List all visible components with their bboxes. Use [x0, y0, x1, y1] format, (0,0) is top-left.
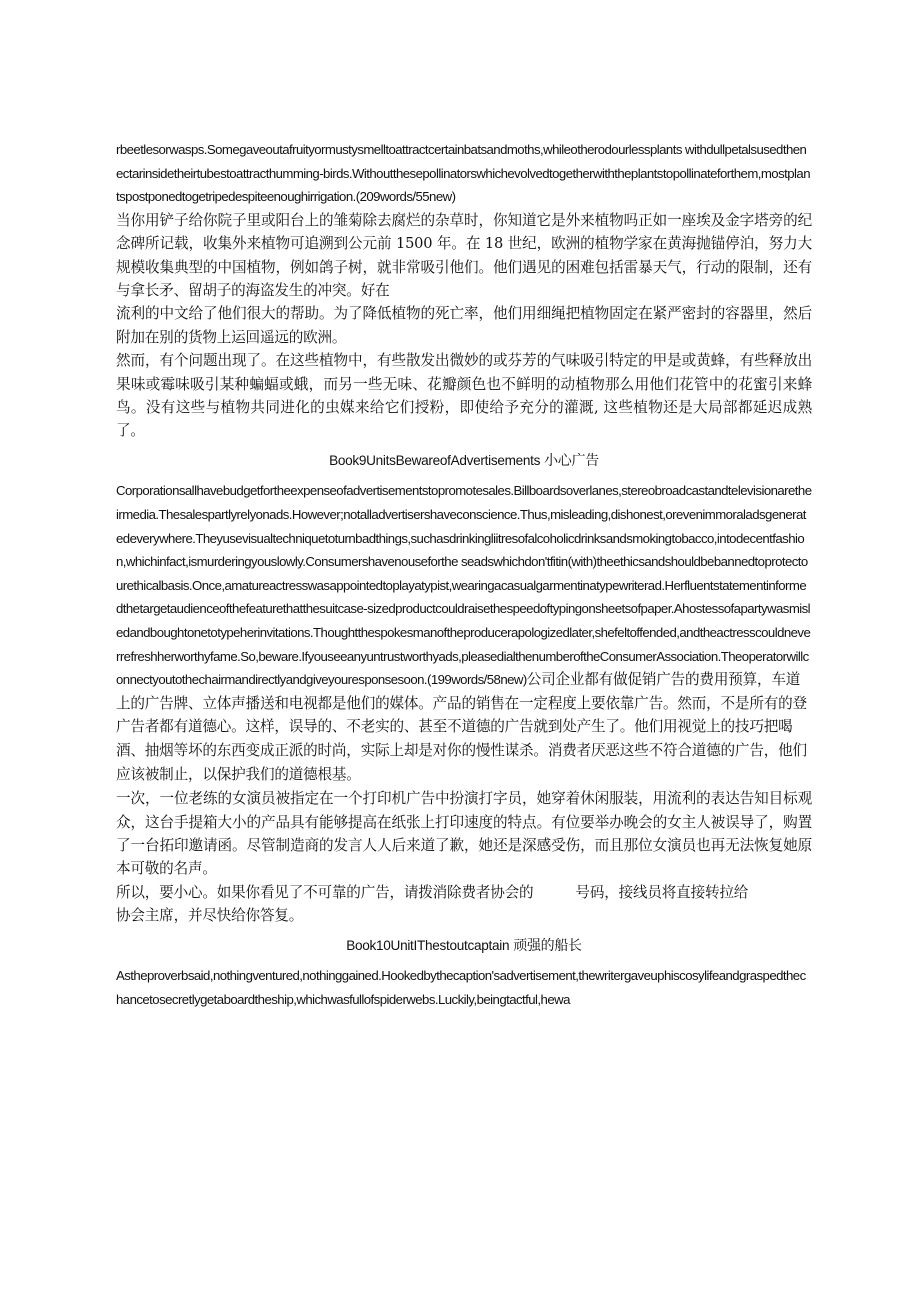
heading-english: Book9UnitsBewareofAdvertisements: [329, 452, 541, 468]
advertisements-chinese-3b: 号码，接线员将直接转拉给: [575, 883, 749, 901]
document-page: [116, 138, 812, 1011]
advertisements-chinese-paragraph-2: 一次，一位老练的女演员被指定在一个打印机广告中扮演打字员，她穿着休闲服装，用流利的表达告知目标观众，这台手提箱大小的产品具有能够提高在纸张上打印速度的特点。有位要举办晚会的女主人被误导了，购置了一台拓印邀请函。尽管制造商的发言人人后来道了歉，她还是深感受伤，而且那位女演员也再无法恢复她原本可敬的名声。: [116, 790, 812, 878]
heading-english-2: Book10UnitIThestoutcaptain: [346, 937, 510, 953]
heading-chinese: 小心广告: [544, 452, 599, 469]
advertisements-chinese-paragraph-3: [116, 881, 812, 904]
pollination-english-tail: rbeetlesorwasps.Somegaveoutafruityormustysmelltoattractcertainbatsandmoths,whileotherodourlessplants withdullpetalsusedthenectarinsidetheirtubestoattracthumming-birds.Withoutthesepollinatorswhichevolvedtogetherwiththeplantstopollinateforthem,mostplantspostponedtogetripedespiteenoughirrigation.(209words/55new): [116, 142, 810, 205]
advertisements-english-text: Corporationsallhavebudgetfortheexpenseofadvertisementstopromotesales.Billboardsoverlanes,stereobroadcastandtelevisionaretheirmedia.Thesalespartlyrelyonads.However;notalladvertisershaveconscience.Thus,misleading,dishonest,orevenimmoraladsgeneratedeverywhere.Theyusevisualtechniquetoturnbadthings,suchasdrinkingliitresofalcoholicdrinksandsmokingtobacco,intodecentfashion,whichinfact,ismurderingyouslowly.Consumershavenouseforthe seadswhichdon'tfitin(with)theethicsandshouldbebannedtoprotectourethicalbasis.Once,amatureactresswasappointedtoplayatypist,wearingacasualgarmentinatypewriterad.Herfluentstatementinformedthetargetaudienceofthefeaturethatthesuitcase-sizedproductcouldraisethespeedoftypingonsheetsofpaper.Ahostessofapartywasmisledandboughtonetotypeherinvitations.Thoughtthespokesmanoftheproducerapologizedlater,shefeltoffended,andtheactresscouldneverrefreshherworthyfame.So,beware.Ifyouseeanyuntrustworthyads,pleasedialthenumberoftheConsumerAssociation.Theoperatorwillconnectyoutothechairmandirectlyandgiveyouresponsesoon.(199words/58new): [116, 483, 812, 688]
plants-chinese-paragraph-3: 然而，有个问题出现了。在这些植物中，有些散发出微妙的或芬芳的气味吸引特定的甲是或黄蜂，有些释放出果味或霉味吸引某种蝙蝠或蛾，而另一些无味、花瓣颜色也不鲜明的动植物那么用他们花管中的花蜜引来蜂鸟。没有这些与植物共同进化的虫媒来给它们授粉，即使给予充分的灌溉, 这些植物还是大局部都延迟成熟了。: [116, 352, 812, 440]
advertisements-chinese-3a: 所以，要小心。如果你看见了不可靠的广告，请拨消除费者协会的: [116, 883, 534, 901]
plants-chinese-paragraph-2: 流利的中文给了他们很大的帮助。为了降低植物的死亡率，他们用细绳把植物固定在紧严密封的容器里，然后附加在别的货物上运回遥远的欧洲。: [116, 305, 812, 346]
plants-chinese-paragraph-1: 当你用铲子给你院子里或阳台上的雏菊除去腐烂的杂草时，你知道它是外来植物吗正如一座埃及金字塔旁的纪念碑所记载，收集外来植物可追溯到公元前 1500 年。在 18 世纪，欧洲的植物学家在黄海抛锚停泊，努力大规模收集典型的中国植物，例如鸽子树，就非常吸引他们。他们遇见的困难包括雷暴天气，行动的限制，还有与拿长矛、留胡子的海盗发生的冲突。好在: [116, 211, 812, 299]
advertisements-english-paragraph: [116, 479, 812, 786]
advertisements-chinese-paragraph-4: 协会主席，并尽快给你答复。: [116, 907, 304, 925]
section-heading-stout-captain: [116, 934, 812, 959]
advertisements-chinese-inline: 公司企业都有做促销广告的费用预算，车道上的广告牌、立体声播送和电视都是他们的媒体。产品的销售在一定程度上要依靠广告。然而，不是所有的登广告者都有道德心。这样，误导的、不老实的、甚至不道德的广告就到处产生了。他们用视觉上的技巧把喝酒、抽烟等坏的东西变成正派的时尚，实际上却是对你的慢性谋杀。消费者厌恶这些不符合道德的广告，他们应该被制止，以保护我们的道德根基。: [116, 671, 807, 783]
section-heading-advertisements: [116, 449, 812, 474]
heading-chinese-2: 顽强的船长: [513, 937, 582, 954]
stout-captain-english: Astheproverbsaid,nothingventured,nothinggained.Hookedbythecaption'sadvertisement,thewritergaveuphiscosylifeandgraspedthechancetosecretlygetaboardtheship,whichwasfullofspiderwebs.Luckily,beingtactful,hewa: [116, 968, 806, 1007]
